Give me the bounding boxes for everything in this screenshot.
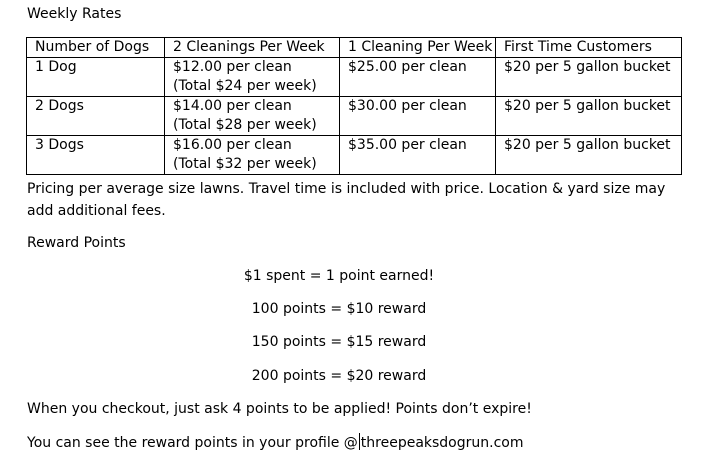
- dogs-cell: 3 Dogs: [27, 136, 165, 175]
- one-cleaning-cell: $35.00 per clean: [340, 136, 496, 175]
- two-cleanings-cell: [165, 136, 340, 175]
- weekly-total: (Total $32 per week): [173, 156, 317, 172]
- reward-points-heading: Reward Points: [27, 235, 126, 251]
- one-cleaning-cell: $30.00 per clean: [340, 97, 496, 136]
- column-header: Number of Dogs: [27, 38, 165, 58]
- reward-line: 200 points = $20 reward: [251, 368, 427, 384]
- reward-line: 150 points = $15 reward: [251, 334, 427, 350]
- price-per-clean: $12.00 per clean: [173, 59, 292, 75]
- weekly-total: (Total $28 per week): [173, 117, 317, 133]
- two-cleanings-cell: [165, 58, 340, 97]
- page-title: Weekly Rates: [27, 6, 122, 22]
- table-row: [27, 97, 682, 136]
- column-header: 2 Cleanings Per Week: [165, 38, 340, 58]
- two-cleanings-cell: [165, 97, 340, 136]
- reward-line: 100 points = $10 reward: [251, 301, 427, 317]
- rates-table: [26, 37, 682, 175]
- checkout-note: When you checkout, just ask 4 points to be applied! Points don’t expire!: [27, 401, 532, 417]
- reward-line: $1 spent = 1 point earned!: [243, 268, 435, 284]
- dogs-cell: 1 Dog: [27, 58, 165, 97]
- table-row: [27, 136, 682, 175]
- first-time-cell: $20 per 5 gallon bucket: [496, 136, 682, 175]
- one-cleaning-cell: $25.00 per clean: [340, 58, 496, 97]
- price-per-clean: $16.00 per clean: [173, 137, 292, 153]
- column-header: First Time Customers: [496, 38, 682, 58]
- weekly-total: (Total $24 per week): [173, 78, 317, 94]
- table-header-row: [27, 38, 682, 58]
- first-time-cell: $20 per 5 gallon bucket: [496, 58, 682, 97]
- dogs-cell: 2 Dogs: [27, 97, 165, 136]
- column-header: 1 Cleaning Per Week: [340, 38, 496, 58]
- price-per-clean: $14.00 per clean: [173, 98, 292, 114]
- first-time-cell: $20 per 5 gallon bucket: [496, 97, 682, 136]
- profile-note-text: You can see the reward points in your profile @: [27, 435, 358, 451]
- pricing-note: Pricing per average size lawns. Travel time is included with price. Location & yard size may add additional fees.: [27, 181, 666, 219]
- profile-note: [27, 433, 524, 452]
- table-row: [27, 58, 682, 97]
- website-text: threepeaksdogrun.com: [360, 435, 524, 451]
- text-cursor: [359, 433, 360, 450]
